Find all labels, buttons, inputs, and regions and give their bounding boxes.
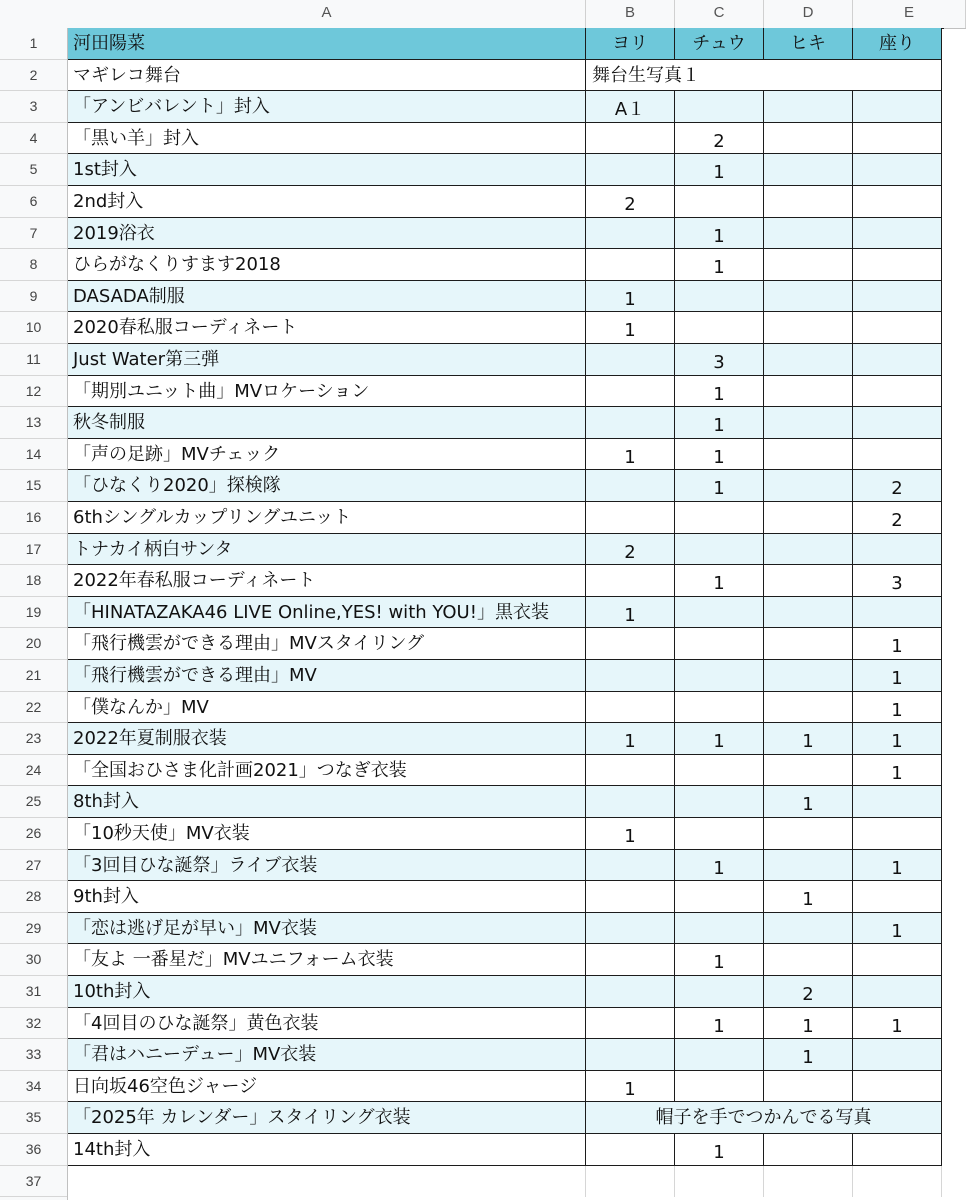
count-cell[interactable] [764,407,853,439]
column-header-bar [0,0,966,29]
count-cell[interactable] [853,123,942,155]
count-cell[interactable] [675,597,764,629]
row-number[interactable]: 8 [0,249,67,281]
row-number[interactable]: 11 [0,344,67,376]
count-cell[interactable] [764,439,853,471]
column-header-a[interactable]: A [68,0,586,28]
count-cell[interactable]: 1 [853,913,942,945]
count-cell[interactable]: 1 [675,470,764,502]
row-number[interactable]: 22 [0,692,67,724]
table-row [68,660,966,692]
count-cell[interactable] [853,534,942,566]
count-cell[interactable] [586,1039,675,1071]
count-cell[interactable] [853,1071,942,1103]
table-row [68,312,966,344]
table-row [68,628,966,660]
count-cell[interactable] [764,154,853,186]
empty-cell[interactable] [68,1166,586,1198]
count-cell[interactable] [853,1039,942,1071]
table-row [68,534,966,566]
item-name-cell[interactable]: 6thシングルカップリングユニット [68,502,586,534]
item-name-cell[interactable]: 2020春私服コーディネート [68,312,586,344]
count-cell[interactable] [675,186,764,218]
count-cell[interactable] [764,818,853,850]
count-cell[interactable] [764,565,853,597]
count-cell[interactable]: 1 [764,786,853,818]
count-cell[interactable] [764,91,853,123]
column-header-d[interactable]: D [764,0,853,28]
table-row [68,755,966,787]
count-cell[interactable] [675,1071,764,1103]
count-cell[interactable] [853,312,942,344]
table-row [68,249,966,281]
count-cell[interactable] [675,534,764,566]
count-cell[interactable] [853,154,942,186]
count-cell[interactable] [586,1134,675,1166]
count-cell[interactable] [764,597,853,629]
count-cell[interactable] [853,439,942,471]
count-cell[interactable]: 1 [853,1008,942,1040]
table-row [68,818,966,850]
count-cell[interactable]: 1 [764,723,853,755]
count-cell[interactable] [586,913,675,945]
count-cell[interactable] [764,1071,853,1103]
pose-header-cell[interactable]: ヨリ [586,28,675,60]
row-number[interactable]: 10 [0,312,67,344]
count-cell[interactable] [675,502,764,534]
table-row [68,439,966,471]
item-name-cell[interactable]: 14th封入 [68,1134,586,1166]
count-cell[interactable]: 1 [764,1008,853,1040]
count-cell[interactable] [764,218,853,250]
count-cell[interactable] [586,376,675,408]
count-cell[interactable] [853,186,942,218]
item-name-cell[interactable]: 「全国おひさま化計画2021」つなぎ衣装 [68,755,586,787]
table-row [68,470,966,502]
count-cell[interactable]: 1 [586,723,675,755]
count-cell[interactable] [586,249,675,281]
count-cell[interactable] [853,249,942,281]
count-cell[interactable] [764,1134,853,1166]
item-name-cell[interactable]: マギレコ舞台 [68,60,586,92]
table-row [68,1134,966,1166]
item-name-cell[interactable]: 「2025年 カレンダー」スタイリング衣装 [68,1102,586,1134]
count-cell[interactable]: 2 [675,123,764,155]
row-number[interactable]: 7 [0,218,67,250]
count-cell[interactable] [675,281,764,313]
pose-header-cell[interactable]: 座り [853,28,942,60]
count-cell[interactable] [586,660,675,692]
table-row [68,913,966,945]
row-number[interactable]: 29 [0,913,67,945]
count-cell[interactable] [764,502,853,534]
count-cell[interactable]: 1 [675,407,764,439]
count-cell[interactable]: 1 [586,597,675,629]
count-cell[interactable] [764,628,853,660]
count-cell[interactable] [586,692,675,724]
count-cell[interactable]: 1 [853,660,942,692]
item-name-cell[interactable]: 「アンビバレント」封入 [68,91,586,123]
count-cell[interactable]: 1 [675,1134,764,1166]
row-number[interactable]: 28 [0,881,67,913]
row-number[interactable]: 27 [0,850,67,882]
count-cell[interactable]: 1 [853,755,942,787]
count-cell[interactable] [764,312,853,344]
count-cell[interactable] [764,281,853,313]
item-name-cell[interactable]: 2022年夏制服衣装 [68,723,586,755]
row-number[interactable]: 21 [0,660,67,692]
column-header-c[interactable]: C [675,0,764,28]
row-number[interactable]: 13 [0,407,67,439]
table-row [68,154,966,186]
count-cell[interactable]: 1 [853,692,942,724]
count-cell[interactable] [853,407,942,439]
count-cell[interactable] [586,502,675,534]
item-name-cell[interactable]: 10th封入 [68,976,586,1008]
row-number[interactable]: 34 [0,1071,67,1103]
count-cell[interactable] [853,944,942,976]
count-cell[interactable]: 1 [675,218,764,250]
table-row [68,881,966,913]
count-cell[interactable]: 1 [675,376,764,408]
pose-header-cell[interactable]: ヒキ [764,28,853,60]
count-cell[interactable] [675,913,764,945]
row-number[interactable]: 16 [0,502,67,534]
count-cell[interactable]: 1 [586,818,675,850]
column-header-e[interactable]: E [853,0,966,28]
row-number[interactable]: 19 [0,597,67,629]
item-name-cell[interactable]: 「友よ 一番星だ」MVユニフォーム衣装 [68,944,586,976]
count-cell[interactable]: 1 [675,944,764,976]
count-cell[interactable] [675,628,764,660]
count-cell[interactable] [586,123,675,155]
count-cell[interactable]: 2 [853,470,942,502]
count-cell[interactable] [586,565,675,597]
row-number[interactable]: 31 [0,976,67,1008]
count-cell[interactable]: 1 [764,881,853,913]
item-name-cell[interactable]: 「君はハニーデュー」MV衣装 [68,1039,586,1071]
item-name-cell[interactable]: Just Water第三弾 [68,344,586,376]
table-row [68,91,966,123]
row-number[interactable]: 25 [0,786,67,818]
table-row [68,502,966,534]
count-cell[interactable] [586,407,675,439]
count-cell[interactable] [764,534,853,566]
count-cell[interactable]: 1 [675,565,764,597]
row-number[interactable]: 9 [0,281,67,313]
count-cell[interactable]: 1 [675,439,764,471]
item-name-cell[interactable]: 「声の足跡」MVチェック [68,439,586,471]
table-row [68,376,966,408]
count-cell[interactable]: 1 [764,1039,853,1071]
item-name-cell[interactable]: 2nd封入 [68,186,586,218]
item-name-cell[interactable]: DASADA制服 [68,281,586,313]
table-row [68,60,966,92]
item-name-cell[interactable]: 9th封入 [68,881,586,913]
item-name-cell[interactable]: 「飛行機雲ができる理由」MVスタイリング [68,628,586,660]
count-cell[interactable] [764,344,853,376]
count-cell[interactable] [675,692,764,724]
count-cell[interactable] [586,344,675,376]
count-cell[interactable] [853,91,942,123]
count-cell[interactable] [853,344,942,376]
count-cell[interactable]: 1 [675,249,764,281]
table-row [68,281,966,313]
row-number[interactable]: 12 [0,376,67,408]
table-row [68,850,966,882]
count-cell[interactable]: 1 [586,439,675,471]
count-cell[interactable] [586,470,675,502]
row-number[interactable]: 23 [0,723,67,755]
merged-note-cell[interactable]: 帽子を手でつかんでる写真 [586,1102,942,1134]
table-row [68,218,966,250]
row-number[interactable]: 6 [0,186,67,218]
count-cell[interactable] [586,218,675,250]
item-name-cell[interactable]: 「HINATAZAKA46 LIVE Online,YES! with YOU!」黒衣装 [68,597,586,629]
count-cell[interactable] [675,755,764,787]
item-name-cell[interactable]: トナカイ柄白サンタ [68,534,586,566]
count-cell[interactable]: 1 [853,723,942,755]
pose-header-cell[interactable]: チュウ [675,28,764,60]
cell-grid [68,28,966,1200]
count-cell[interactable] [675,660,764,692]
count-cell[interactable] [586,1008,675,1040]
table-row [68,1071,966,1103]
count-cell[interactable]: 1 [853,628,942,660]
row-number[interactable]: 17 [0,534,67,566]
table-row [68,944,966,976]
table-row [68,1102,966,1134]
row-number[interactable]: 37 [0,1166,67,1198]
count-cell[interactable]: 3 [853,565,942,597]
count-cell[interactable] [586,881,675,913]
count-cell[interactable] [764,186,853,218]
count-cell[interactable]: 1 [586,1071,675,1103]
count-cell[interactable] [853,281,942,313]
count-cell[interactable] [675,881,764,913]
table-row [68,723,966,755]
item-name-cell[interactable]: 「黒い羊」封入 [68,123,586,155]
item-name-cell[interactable]: 「ひなくり2020」探検隊 [68,470,586,502]
count-cell[interactable] [586,976,675,1008]
item-name-cell[interactable]: 「10秒天使」MV衣装 [68,818,586,850]
item-name-cell[interactable]: 日向坂46空色ジャージ [68,1071,586,1103]
count-cell[interactable] [586,154,675,186]
row-number[interactable]: 30 [0,944,67,976]
count-cell[interactable] [675,1039,764,1071]
count-cell[interactable]: 1 [675,1008,764,1040]
item-name-cell[interactable]: 1st封入 [68,154,586,186]
row-number[interactable]: 20 [0,628,67,660]
count-cell[interactable] [853,218,942,250]
count-cell[interactable] [764,470,853,502]
count-cell[interactable]: 1 [586,312,675,344]
row-number[interactable]: 2 [0,60,67,92]
count-cell[interactable] [764,123,853,155]
count-cell[interactable] [853,976,942,1008]
item-name-cell[interactable]: 「僕なんか」MV [68,692,586,724]
count-cell[interactable] [764,944,853,976]
count-cell[interactable] [675,976,764,1008]
count-cell[interactable]: 2 [853,502,942,534]
row-number[interactable]: 5 [0,154,67,186]
empty-cell[interactable] [853,1166,942,1198]
count-cell[interactable] [853,376,942,408]
count-cell[interactable]: 1 [853,850,942,882]
row-number[interactable]: 36 [0,1134,67,1166]
item-name-cell[interactable]: 「恋は逃げ足が早い」MV衣装 [68,913,586,945]
table-row [68,1039,966,1071]
table-row [68,786,966,818]
item-name-cell[interactable]: 「3回目ひな誕祭」ライブ衣装 [68,850,586,882]
count-cell[interactable]: 1 [675,154,764,186]
item-name-cell[interactable]: ひらがなくりすます2018 [68,249,586,281]
count-cell[interactable] [764,913,853,945]
row-number[interactable]: 3 [0,91,67,123]
count-cell[interactable]: 1 [675,723,764,755]
empty-cell[interactable] [586,1166,675,1198]
row-number[interactable]: 15 [0,470,67,502]
count-cell[interactable] [853,786,942,818]
count-cell[interactable] [853,597,942,629]
table-row [68,344,966,376]
header-row [68,28,966,60]
row-number[interactable]: 26 [0,818,67,850]
row-number[interactable]: 18 [0,565,67,597]
count-cell[interactable]: 2 [586,534,675,566]
empty-row [68,1166,966,1198]
count-cell[interactable] [675,818,764,850]
count-cell[interactable]: A１ [586,91,675,123]
row-number[interactable]: 32 [0,1008,67,1040]
item-name-cell[interactable]: 「飛行機雲ができる理由」MV [68,660,586,692]
count-cell[interactable] [853,881,942,913]
count-cell[interactable] [853,818,942,850]
empty-cell[interactable] [675,1166,764,1198]
table-row [68,186,966,218]
count-cell[interactable] [764,850,853,882]
count-cell[interactable] [675,91,764,123]
count-cell[interactable] [586,755,675,787]
column-header-b[interactable]: B [586,0,675,28]
row-number[interactable]: 35 [0,1102,67,1134]
row-number[interactable]: 14 [0,439,67,471]
item-name-cell[interactable]: 8th封入 [68,786,586,818]
row-number[interactable]: 33 [0,1039,67,1071]
table-row [68,597,966,629]
table-row [68,565,966,597]
table-row [68,692,966,724]
merged-note-cell[interactable]: 舞台生写真１ [586,60,942,92]
count-cell[interactable] [675,786,764,818]
count-cell[interactable]: 1 [586,281,675,313]
item-name-cell[interactable]: 「4回目のひな誕祭」黄色衣装 [68,1008,586,1040]
count-cell[interactable] [853,1134,942,1166]
table-row [68,1008,966,1040]
table-row [68,976,966,1008]
item-name-cell[interactable]: 2022年春私服コーディネート [68,565,586,597]
count-cell[interactable] [764,755,853,787]
count-cell[interactable] [764,660,853,692]
count-cell[interactable] [586,944,675,976]
table-row [68,123,966,155]
row-number-gutter [0,28,68,1200]
count-cell[interactable]: 1 [675,850,764,882]
item-name-cell[interactable]: 2019浴衣 [68,218,586,250]
count-cell[interactable] [586,786,675,818]
count-cell[interactable]: 3 [675,344,764,376]
count-cell[interactable] [764,376,853,408]
item-name-cell[interactable]: 「期別ユニット曲」MVロケーション [68,376,586,408]
row-number[interactable]: 24 [0,755,67,787]
table-row [68,407,966,439]
empty-cell[interactable] [764,1166,853,1198]
count-cell[interactable]: 2 [764,976,853,1008]
count-cell[interactable]: 2 [586,186,675,218]
count-cell[interactable] [586,628,675,660]
row-number[interactable]: 1 [0,28,67,60]
count-cell[interactable] [764,692,853,724]
count-cell[interactable] [675,312,764,344]
item-name-cell[interactable]: 秋冬制服 [68,407,586,439]
count-cell[interactable] [764,249,853,281]
row-number[interactable]: 4 [0,123,67,155]
count-cell[interactable] [586,850,675,882]
member-name-cell[interactable]: 河田陽菜 [68,28,586,60]
